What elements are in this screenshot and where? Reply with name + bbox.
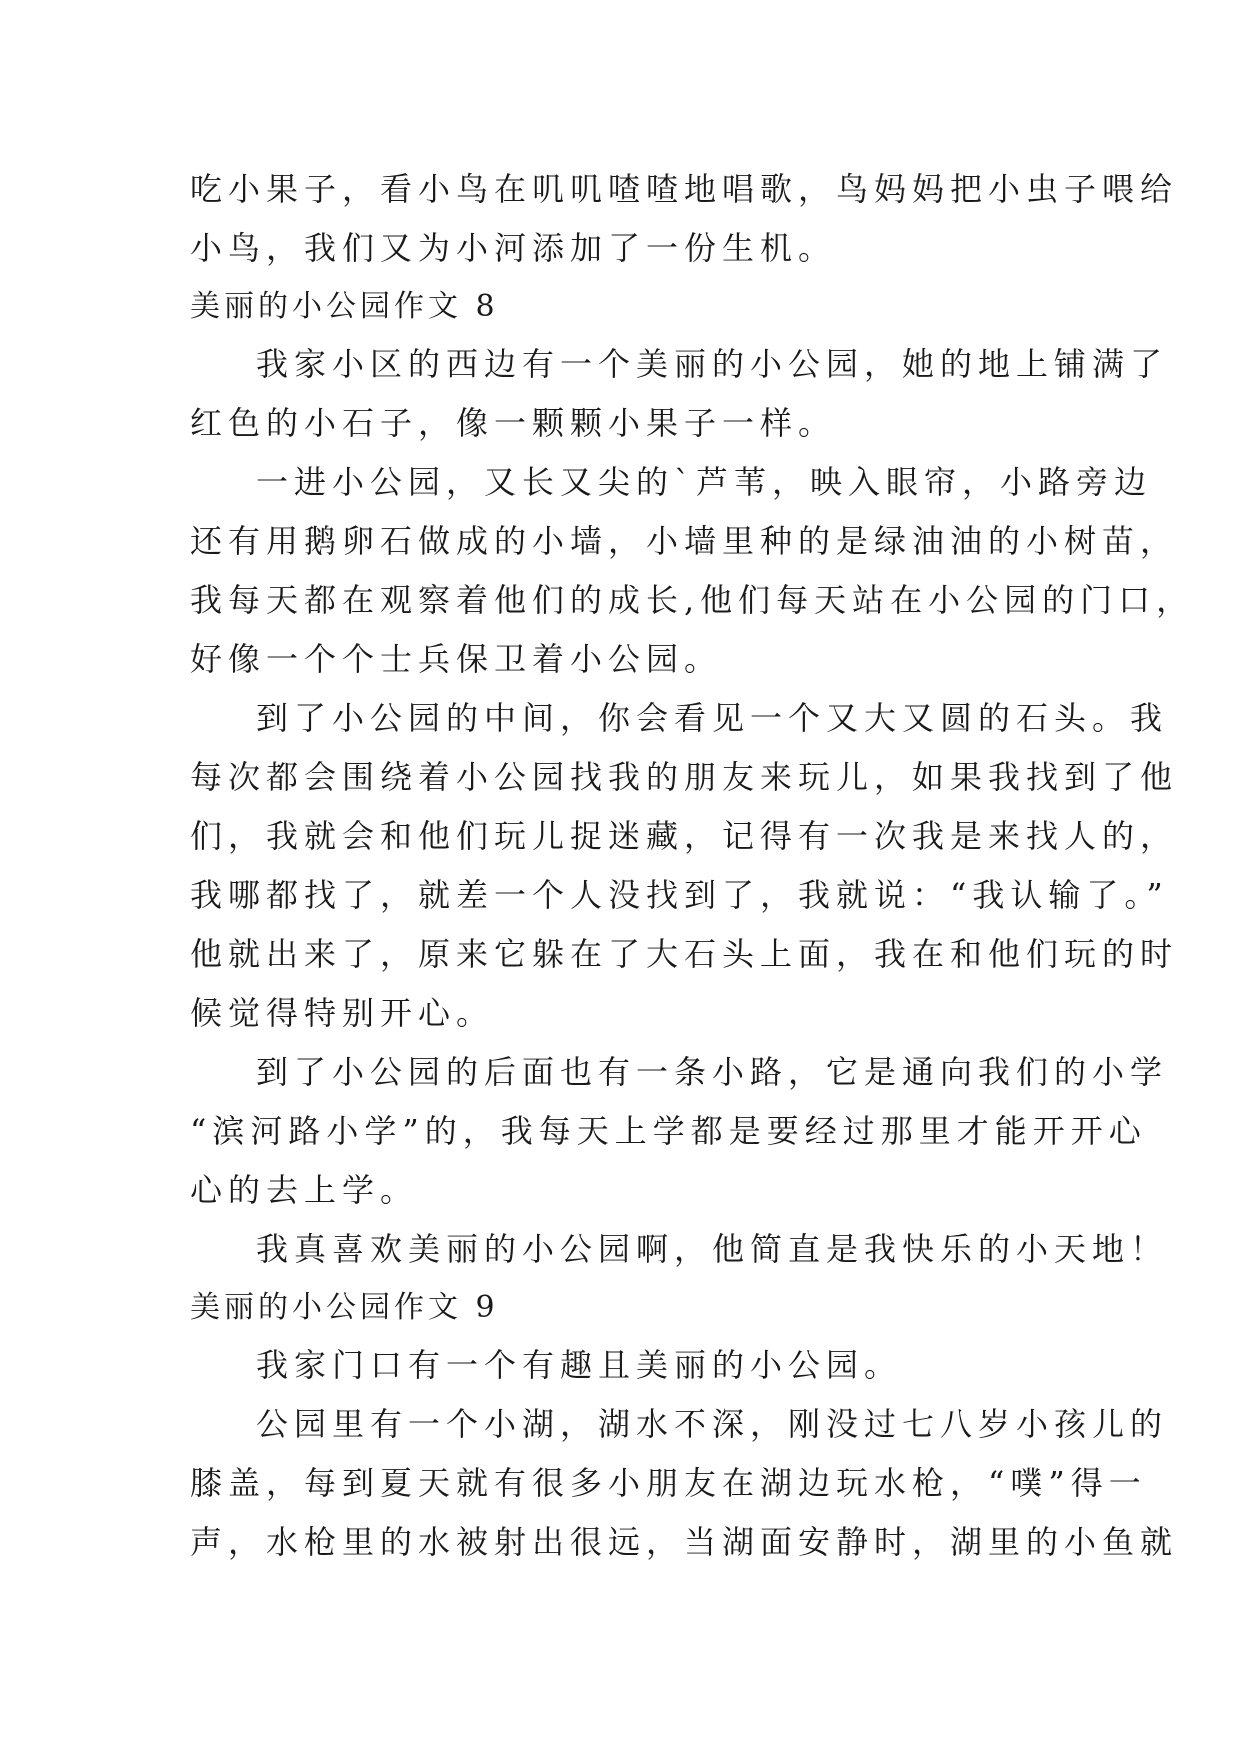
text-line: 还有用鹅卵石做成的小墙，小墙里种的是绿油油的小树苗， — [190, 522, 1179, 560]
paragraph-start: 到了小公园的后面也有一条小路，它是通向我们的小学 — [256, 1053, 1169, 1091]
section-heading: 美丽的小公园作文 9 — [190, 1290, 499, 1325]
paragraph-start: 我真喜欢美丽的小公园啊，他简直是我快乐的小天地！ — [256, 1230, 1169, 1268]
text-line: 好像一个个士兵保卫着小公园。 — [190, 640, 723, 678]
text-line: 声，水枪里的水被射出很远，当湖面安静时，湖里的小鱼就 — [190, 1523, 1179, 1561]
text-line: 们，我就会和他们玩儿捉迷藏，记得有一次我是来找人的， — [190, 817, 1179, 855]
paragraph-start: 到了小公园的中间，你会看见一个又大又圆的石头。我 — [256, 699, 1169, 737]
text-line: 我哪都找了，就差一个人没找到了，我就说：“我认输了。” — [190, 876, 1169, 914]
paragraph-start: 我家小区的西边有一个美丽的小公园，她的地上铺满了 — [256, 345, 1169, 383]
text-line: 我每天都在观察着他们的成长,他们每天站在小公园的门口， — [190, 581, 1195, 619]
paragraph-start: 公园里有一个小湖，湖水不深，刚没过七八岁小孩儿的 — [256, 1405, 1169, 1443]
paragraph-start: 我家门口有一个有趣且美丽的小公园。 — [256, 1346, 903, 1384]
section-heading: 美丽的小公园作文 8 — [190, 289, 499, 324]
text-line: “滨河路小学”的，我每天上学都是要经过那里才能开开心 — [190, 1112, 1147, 1150]
text-line: 每次都会围绕着小公园找我的朋友来玩儿，如果我找到了他 — [190, 758, 1179, 796]
text-line: 膝盖，每到夏天就有很多小朋友在湖边玩水枪，“噗”得一 — [190, 1464, 1147, 1502]
paragraph-start: 一进小公园，又长又尖的`芦苇，映入眼帘，小路旁边 — [256, 463, 1153, 501]
text-line: 吃小果子，看小鸟在叽叽喳喳地唱歌，鸟妈妈把小虫子喂给 — [190, 170, 1179, 208]
text-line: 红色的小石子，像一颗颗小果子一样。 — [190, 404, 837, 442]
document-body — [190, 160, 1195, 1572]
text-line: 候觉得特别开心。 — [190, 994, 495, 1032]
text-line: 他就出来了，原来它躲在了大石头上面，我在和他们玩的时 — [190, 935, 1179, 973]
text-line: 小鸟，我们又为小河添加了一份生机。 — [190, 229, 837, 267]
text-line: 心的去上学。 — [190, 1171, 419, 1209]
